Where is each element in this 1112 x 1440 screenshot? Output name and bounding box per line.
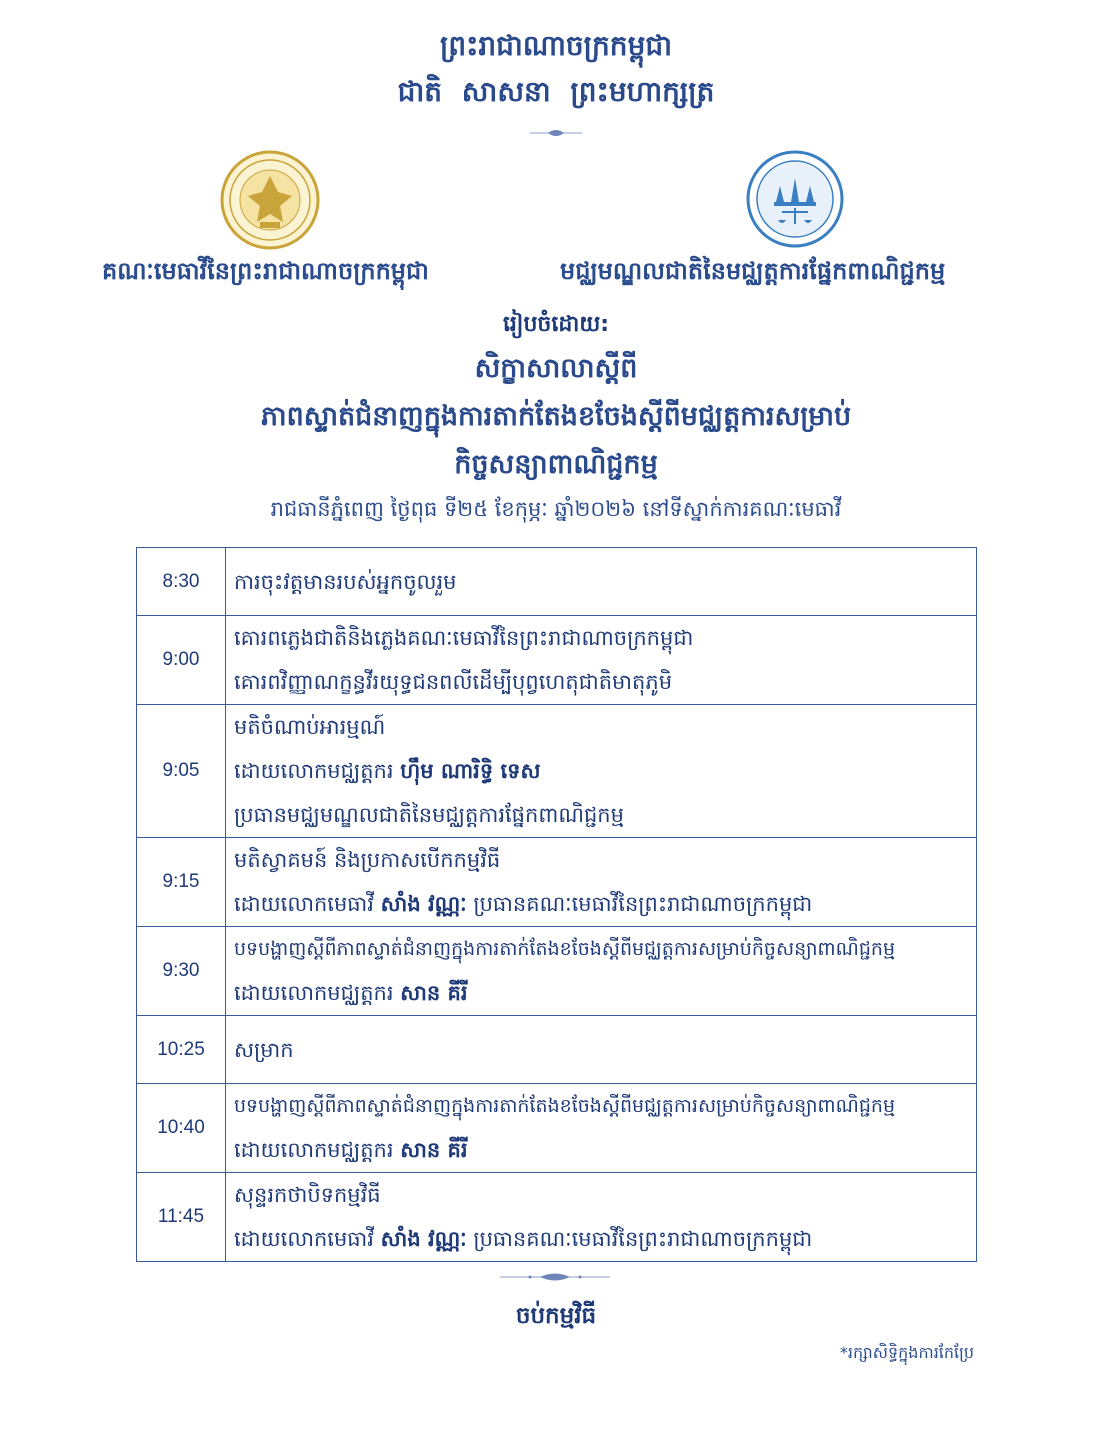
agenda-time: 10:25	[137, 1016, 226, 1084]
agenda-row	[137, 1084, 977, 1173]
speaker-name: សាន គីរី	[400, 1138, 468, 1162]
agenda-time: 9:00	[137, 616, 226, 705]
agenda-line	[234, 882, 968, 926]
agenda-line	[234, 971, 968, 1015]
organizer-label: រៀបចំដោយ:	[502, 312, 610, 337]
date-location-line: រាជធានីភ្នំពេញ ថ្ងៃពុធ ទី២៥ ខែកុម្ភៈ ឆ្នាំ២០២៦ នៅទីស្នាក់ការគណៈមេធាវី	[270, 497, 842, 521]
agenda-row	[137, 616, 977, 705]
agenda-description	[226, 1016, 977, 1084]
bar-association-seal-icon	[220, 150, 320, 250]
agenda-table	[136, 547, 977, 1262]
speaker-title: ដោយលោកមេធាវី	[234, 892, 381, 916]
agenda-line	[234, 1217, 968, 1261]
agenda-line: ការចុះវត្តមានរបស់អ្នកចូលរួម	[234, 569, 457, 594]
speaker-title: ដោយលោកមេធាវី	[234, 1227, 381, 1251]
agenda-time: 9:05	[137, 705, 226, 838]
agenda-row	[137, 838, 977, 927]
seminar-title-line1: សិក្ខាសាលាស្តីពី	[474, 353, 638, 384]
agenda-description	[226, 705, 977, 838]
agenda-row	[137, 1173, 977, 1262]
agenda-line: បទបង្ហាញស្តីពីភាពស្ទាត់ជំនាញក្នុងការតាក់តែងខចែងស្តីពីមជ្ឈត្តការសម្រាប់កិច្ចសន្យាពាណិជ្ជកម្ម	[234, 938, 896, 960]
footer-ornament-icon	[500, 1272, 610, 1282]
speaker-title: ដោយលោកមជ្ឈត្តករ	[234, 981, 401, 1005]
header-ornament-icon	[530, 128, 582, 138]
agenda-row	[137, 548, 977, 616]
agenda-time: 8:30	[137, 548, 226, 616]
speaker-title: ដោយលោកមជ្ឈត្តករ	[234, 1138, 401, 1162]
agenda-line: បទបង្ហាញស្តីពីភាពស្ទាត់ជំនាញក្នុងការតាក់តែងខចែងស្តីពីមជ្ឈត្តការសម្រាប់កិច្ចសន្យាពាណិជ្ជកម្ម	[234, 1095, 896, 1117]
national-motto: ជាតិ សាសនា ព្រះមហាក្សត្រ	[397, 75, 715, 108]
seminar-title-line3: កិច្ចសន្យាពាណិជ្ជកម្ម	[454, 449, 658, 480]
agenda-row	[137, 927, 977, 1016]
program-end-label: ចប់កម្មវិធី	[515, 1303, 597, 1329]
agenda-description	[226, 1084, 977, 1173]
speaker-name: សាំង វណ្ណៈ	[380, 892, 467, 916]
agenda-time: 9:30	[137, 927, 226, 1016]
arbitration-centre-name: មជ្ឈមណ្ឌលជាតិនៃមជ្ឈត្តការផ្នែកពាណិជ្ជកម្ម	[560, 257, 946, 285]
agenda-description	[226, 927, 977, 1016]
arbitration-centre-seal-icon	[746, 150, 844, 248]
speaker-name: ហ៊ឹម ណារិទ្ធិ ទេស	[400, 759, 541, 783]
agenda-description	[226, 548, 977, 616]
agenda-description	[226, 616, 977, 705]
speaker-title: ដោយលោកមជ្ឈត្តករ	[234, 759, 401, 783]
agenda-time: 11:45	[137, 1173, 226, 1262]
speaker-name: សាន គីរី	[400, 981, 468, 1005]
agenda-line: គោរពភ្លេងជាតិនិងភ្លេងគណៈមេធាវីនៃព្រះរាជាណាចក្រកម្ពុជា	[234, 626, 694, 650]
speaker-name: សាំង វណ្ណៈ	[380, 1227, 467, 1251]
kingdom-title: ព្រះរាជាណាចក្រកម្ពុជា	[439, 29, 672, 62]
agenda-line: សម្រាក	[234, 1037, 294, 1062]
agenda-row	[137, 1016, 977, 1084]
agenda-line: មតិស្វាគមន៍ និងប្រកាសបើកកម្មវិធី	[234, 848, 501, 872]
speaker-role: ប្រធានគណៈមេធាវីនៃព្រះរាជាណាចក្រកម្ពុជា	[466, 892, 813, 916]
agenda-line: សុន្ទរកថាបិទកម្មវិធី	[234, 1183, 381, 1207]
agenda-description	[226, 1173, 977, 1262]
seminar-title-line2: ភាពស្ទាត់ជំនាញក្នុងការតាក់តែងខចែងស្តីពីមជ្ឈត្តការសម្រាប់	[260, 401, 852, 432]
rights-reserved-note: *រក្សាសិទ្ធិក្នុងការកែប្រែ	[839, 1343, 974, 1362]
agenda-line: គោរពវិញ្ញាណក្ខន្ធវីរយុទ្ធជនពលីដើម្បីបុព្វហេតុជាតិមាតុភូមិ	[234, 670, 673, 694]
speaker-role: ប្រធានគណៈមេធាវីនៃព្រះរាជាណាចក្រកម្ពុជា	[466, 1227, 813, 1251]
agenda-row	[137, 705, 977, 838]
agenda-line: មតិចំណាប់អារម្មណ៍	[234, 715, 386, 739]
agenda-description	[226, 838, 977, 927]
agenda-line	[234, 749, 968, 793]
agenda-line	[234, 1128, 968, 1172]
agenda-line: ប្រធានមជ្ឈមណ្ឌលជាតិនៃមជ្ឈត្តការផ្នែកពាណិជ្ជកម្ម	[234, 803, 624, 827]
bar-association-name: គណៈមេធាវីនៃព្រះរាជាណាចក្រកម្ពុជា	[102, 257, 429, 285]
agenda-time: 10:40	[137, 1084, 226, 1173]
agenda-time: 9:15	[137, 838, 226, 927]
